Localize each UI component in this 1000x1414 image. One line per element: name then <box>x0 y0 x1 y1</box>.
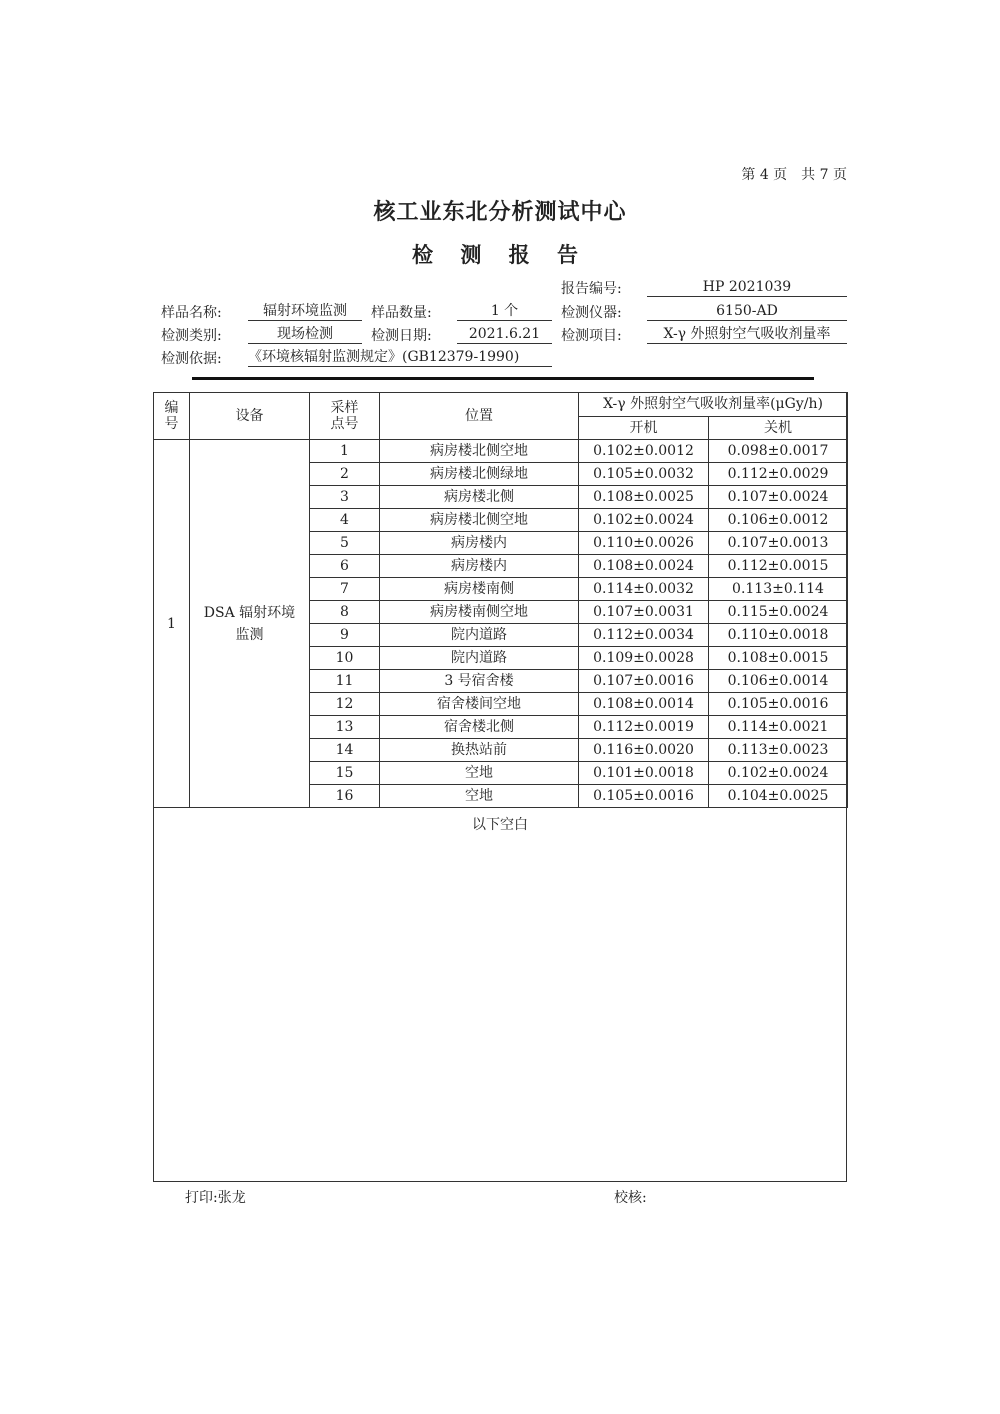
cell-point: 5 <box>310 532 380 555</box>
header-divider <box>192 377 814 380</box>
cell-off: 0.107±0.0024 <box>709 486 848 509</box>
organization-name: 核工业东北分析测试中心 <box>373 200 627 225</box>
item-value: X-γ 外照射空气吸收剂量率 <box>647 325 847 344</box>
group-no: 1 <box>154 440 190 808</box>
instrument-label: 检测仪器: <box>561 305 622 321</box>
equipment-name: DSA 辐射环境监测 <box>190 440 310 808</box>
cell-point: 7 <box>310 578 380 601</box>
cell-on: 0.105±0.0016 <box>579 785 709 808</box>
category-label: 检测类别: <box>161 328 222 344</box>
header-measure: X-γ 外照射空气吸收剂量率(μGy/h) <box>579 393 848 417</box>
cell-on: 0.112±0.0019 <box>579 716 709 739</box>
cell-off: 0.108±0.0015 <box>709 647 848 670</box>
sample-qty-value: 1 个 <box>457 302 552 321</box>
header-no: 编号 <box>154 393 190 440</box>
cell-off: 0.110±0.0018 <box>709 624 848 647</box>
blank-note: 以下空白 <box>472 817 528 833</box>
cell-location: 院内道路 <box>380 647 579 670</box>
cell-off: 0.113±0.114 <box>709 578 848 601</box>
item-label: 检测项目: <box>561 328 622 344</box>
cell-point: 4 <box>310 509 380 532</box>
sample-qty-label: 样品数量: <box>371 305 432 321</box>
header-off: 关机 <box>709 416 848 440</box>
cell-off: 0.106±0.0012 <box>709 509 848 532</box>
cell-on: 0.108±0.0025 <box>579 486 709 509</box>
cell-location: 病房楼北侧 <box>380 486 579 509</box>
cell-on: 0.102±0.0024 <box>579 509 709 532</box>
header-equipment: 设备 <box>190 393 310 440</box>
cell-on: 0.114±0.0032 <box>579 578 709 601</box>
page-number: 第 4 页 共 7 页 <box>741 167 847 183</box>
cell-location: 病房楼北侧空地 <box>380 440 579 463</box>
cell-location: 病房楼内 <box>380 532 579 555</box>
cell-on: 0.108±0.0024 <box>579 555 709 578</box>
report-no-value: HP 2021039 <box>647 278 847 297</box>
header-point: 采样点号 <box>310 393 380 440</box>
cell-off: 0.114±0.0021 <box>709 716 848 739</box>
cell-on: 0.108±0.0014 <box>579 693 709 716</box>
date-value: 2021.6.21 <box>457 325 552 344</box>
cell-location: 宿舍楼北侧 <box>380 716 579 739</box>
cell-point: 13 <box>310 716 380 739</box>
cell-on: 0.107±0.0016 <box>579 670 709 693</box>
cell-off: 0.113±0.0023 <box>709 739 848 762</box>
header-on: 开机 <box>579 416 709 440</box>
cell-location: 换热站前 <box>380 739 579 762</box>
cell-location: 院内道路 <box>380 624 579 647</box>
header-location: 位置 <box>380 393 579 440</box>
cell-off: 0.104±0.0025 <box>709 785 848 808</box>
cell-off: 0.098±0.0017 <box>709 440 848 463</box>
cell-on: 0.102±0.0012 <box>579 440 709 463</box>
cell-on: 0.101±0.0018 <box>579 762 709 785</box>
cell-off: 0.107±0.0013 <box>709 532 848 555</box>
cell-on: 0.112±0.0034 <box>579 624 709 647</box>
instrument-value: 6150-AD <box>647 302 847 321</box>
cell-point: 15 <box>310 762 380 785</box>
cell-location: 病房楼南侧 <box>380 578 579 601</box>
sample-name-value: 辐射环境监测 <box>248 302 362 321</box>
cell-location: 病房楼北侧空地 <box>380 509 579 532</box>
report-title: 检 测 报 告 <box>412 243 588 267</box>
cell-point: 11 <box>310 670 380 693</box>
cell-point: 6 <box>310 555 380 578</box>
cell-location: 病房楼南侧空地 <box>380 601 579 624</box>
cell-point: 1 <box>310 440 380 463</box>
table-row <box>154 440 848 463</box>
cell-point: 12 <box>310 693 380 716</box>
cell-point: 9 <box>310 624 380 647</box>
cell-off: 0.106±0.0014 <box>709 670 848 693</box>
measurement-table <box>153 392 848 808</box>
cell-off: 0.112±0.0029 <box>709 463 848 486</box>
cell-point: 16 <box>310 785 380 808</box>
cell-off: 0.105±0.0016 <box>709 693 848 716</box>
cell-on: 0.105±0.0032 <box>579 463 709 486</box>
report-no-label: 报告编号: <box>561 281 622 297</box>
cell-on: 0.116±0.0020 <box>579 739 709 762</box>
cell-location: 病房楼内 <box>380 555 579 578</box>
cell-point: 3 <box>310 486 380 509</box>
category-value: 现场检测 <box>248 325 362 344</box>
cell-location: 空地 <box>380 785 579 808</box>
cell-point: 8 <box>310 601 380 624</box>
cell-location: 3 号宿舍楼 <box>380 670 579 693</box>
cell-location: 宿舍楼间空地 <box>380 693 579 716</box>
sample-name-label: 样品名称: <box>161 305 222 321</box>
cell-on: 0.109±0.0028 <box>579 647 709 670</box>
print-label: 打印:张龙 <box>185 1190 246 1206</box>
basis-value: 《环境核辐射监测规定》(GB12379-1990) <box>248 348 552 367</box>
cell-on: 0.107±0.0031 <box>579 601 709 624</box>
cell-point: 14 <box>310 739 380 762</box>
basis-label: 检测依据: <box>161 351 222 367</box>
cell-off: 0.112±0.0015 <box>709 555 848 578</box>
cell-point: 10 <box>310 647 380 670</box>
cell-location: 病房楼北侧绿地 <box>380 463 579 486</box>
cell-off: 0.102±0.0024 <box>709 762 848 785</box>
cell-point: 2 <box>310 463 380 486</box>
date-label: 检测日期: <box>371 328 432 344</box>
cell-on: 0.110±0.0026 <box>579 532 709 555</box>
cell-off: 0.115±0.0024 <box>709 601 848 624</box>
review-label: 校核: <box>614 1190 647 1206</box>
cell-location: 空地 <box>380 762 579 785</box>
